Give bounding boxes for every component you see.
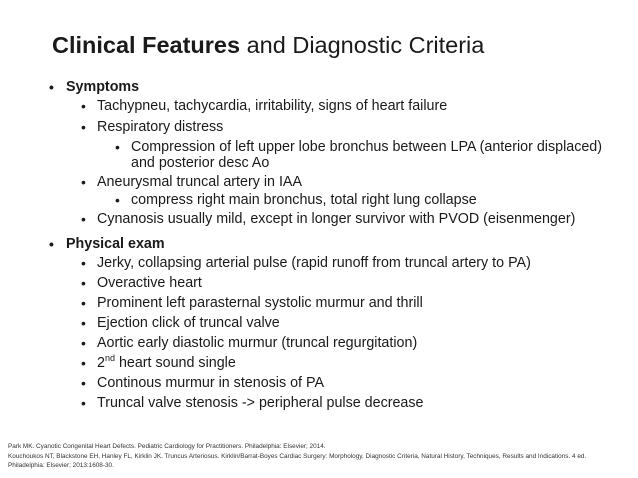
list-item [81,255,531,272]
list-item [81,353,236,372]
bullet-icon: • [81,395,86,411]
references [8,442,633,471]
bullet-icon: • [81,275,86,291]
list-item-text: and posterior desc Ao [131,155,270,171]
list-item [81,98,448,115]
bullet-icon: • [81,98,86,114]
bullet-icon: • [81,375,86,391]
bullet-icon: • [81,174,86,190]
bullet-icon: • [49,236,54,252]
symptoms-heading-text: Symptoms [66,79,140,95]
bullet-icon: • [81,355,86,371]
bullet-icon: • [81,211,86,227]
list-item [81,174,303,191]
list-item-text: heart sound single [114,355,236,371]
list-item-text: Tachypneu, tachycardia, irritability, signs of heart failure [97,98,448,114]
list-item-text: Ejection click of truncal valve [97,315,280,331]
list-item-text: Continous murmur in stenosis of PA [97,375,324,391]
list-item [81,211,576,228]
list-item [81,315,280,332]
bullet-icon: • [115,139,120,155]
superscript: nd [104,353,115,364]
list-item [81,275,202,292]
list-item-text: Prominent left parasternal systolic murmur and thrill [97,295,423,311]
list-item-text: compress right main bronchus, total right lung collapse [131,192,477,208]
list-item-text: Aneurysmal truncal artery in IAA [97,174,303,190]
list-item-text: 2 [97,355,105,371]
list-item [81,335,418,352]
bullet-icon: • [81,295,86,311]
symptoms-heading [49,79,140,96]
physical-exam-heading [49,236,165,253]
list-item-text: Cynanosis usually mild, except in longer survivor with PVOD (eisenmenger) [97,211,576,227]
list-item-text: Overactive heart [97,275,202,291]
list-item [81,295,423,312]
physical-exam-heading-text: Physical exam [66,236,165,252]
reference-line: Kouchoukos NT, Blackstone EH, Hanley FL, Kirklin JK. Truncus Arteriosus. Kirklin/Barrat-Boyes Cardiac Surgery: Morphology, Diagnostic Criteria, Natural History, Techniques, Results and Indications. 4 ed. [8,452,587,460]
list-item [115,192,477,209]
list-item-text: Aortic early diastolic murmur (truncal regurgitation) [97,335,418,351]
bullet-icon: • [81,255,86,271]
list-item [81,375,324,392]
title-rest: and Diagnostic Criteria [240,32,485,58]
list-item-continuation [131,155,269,172]
reference-line: Park MK. Cyanotic Congenital Heart Defects. Pediatric Cardiology for Practitioners. Philadelphia: Elsevier; 2014. [8,443,326,450]
bullet-icon: • [81,335,86,351]
list-item [115,139,603,156]
bullet-icon: • [49,79,54,95]
list-item [81,395,424,412]
bullet-icon: • [81,315,86,331]
slide-title [52,30,484,60]
title-bold: Clinical Features [52,32,241,58]
list-item-text: Compression of left upper lobe bronchus between LPA (anterior displaced) [131,139,603,155]
list-item [81,119,224,136]
list-item-text: Jerky, collapsing arterial pulse (rapid runoff from truncal artery to PA) [97,255,531,271]
list-item-text: Respiratory distress [97,119,224,135]
bullet-icon: • [81,119,86,135]
reference-line: Philadelphia: Elsevier; 2013:1608-30. [8,462,114,469]
bullet-icon: • [115,192,120,208]
list-item-text: Truncal valve stenosis -> peripheral pulse decrease [97,395,424,411]
